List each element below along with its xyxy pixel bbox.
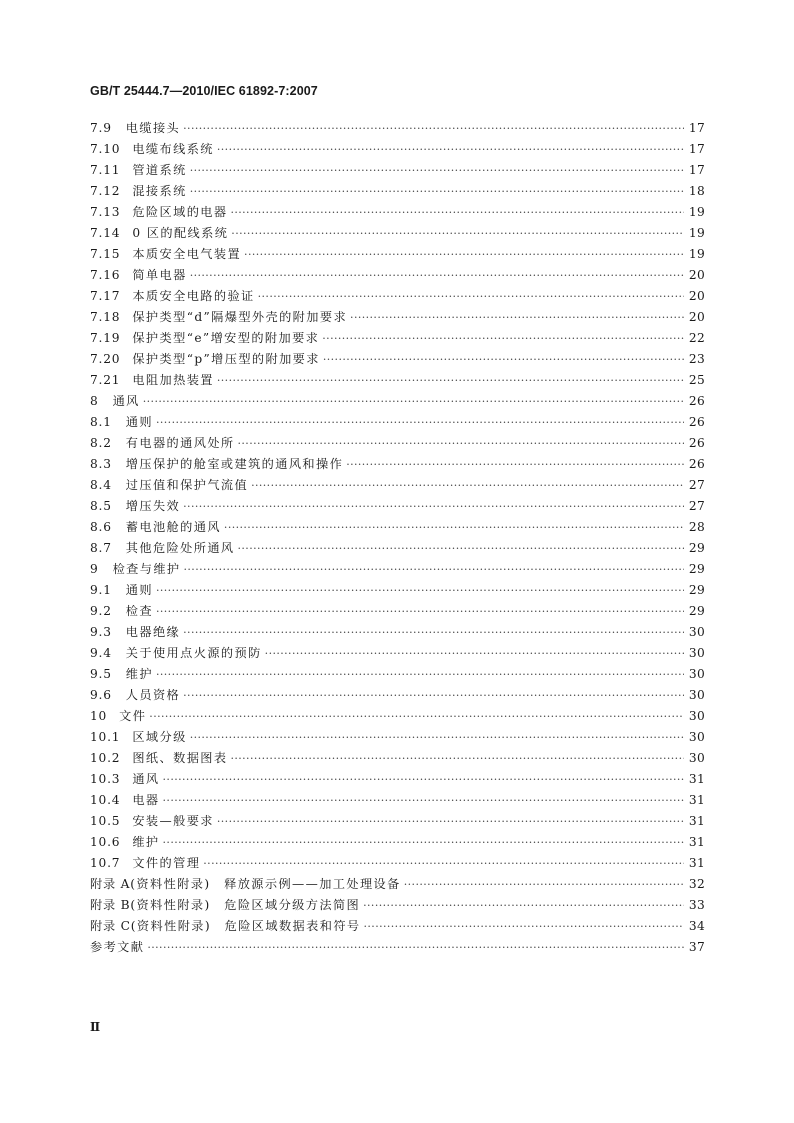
- toc-dot-leader: [183, 685, 684, 706]
- toc-entry-number: 9.3: [90, 625, 112, 639]
- toc-entry-number: 7.19: [90, 331, 121, 345]
- toc-entry-number: 7.21: [90, 373, 121, 387]
- toc-dot-leader: [183, 622, 684, 643]
- toc-entry-title: 蓄电池舱的通风: [125, 520, 221, 534]
- toc-dot-leader: [156, 664, 684, 685]
- toc-entry-page: 23: [688, 352, 705, 366]
- toc-entry-number: 10.3: [90, 772, 121, 786]
- toc-dot-leader: [265, 643, 684, 664]
- toc-entry-number: 8.1: [90, 415, 112, 429]
- toc-entry-title: 电器绝缘: [125, 625, 181, 639]
- toc-entry[interactable]: [90, 391, 705, 412]
- toc-entry-number: 7.9: [90, 121, 112, 135]
- toc-entry-title: 维护: [132, 835, 160, 849]
- toc-entry[interactable]: [90, 412, 705, 433]
- toc-entry[interactable]: [90, 601, 705, 622]
- toc-entry-number: 10.5: [90, 814, 121, 828]
- toc-entry[interactable]: [90, 286, 705, 307]
- toc-entry-number: 附录 C: [90, 919, 131, 933]
- toc-entry-title: 安装—般要求: [132, 814, 214, 828]
- toc-entry-title: 混接系统: [132, 184, 187, 198]
- toc-entry-title: 有电器的通风处所: [125, 436, 235, 450]
- toc-entry-title: (资料性附录) 危险区域分级方法简图: [130, 898, 361, 912]
- toc-entry-number: 10: [90, 709, 108, 723]
- toc-entry-title: 保护类型“p”增压型的附加要求: [132, 352, 320, 366]
- toc-entry[interactable]: [90, 895, 705, 916]
- toc-entry-title: 参考文献: [90, 940, 145, 954]
- toc-entry-title: 其他危险处所通风: [125, 541, 235, 555]
- toc-entry-page: 26: [688, 394, 705, 408]
- toc-entry-page: 29: [688, 541, 705, 555]
- toc-entry[interactable]: [90, 916, 705, 937]
- toc-entry[interactable]: [90, 265, 705, 286]
- toc-entry-title: 文件的管理: [132, 856, 201, 870]
- toc-entry-title: 电缆接头: [125, 121, 181, 135]
- toc-entry-page: 26: [688, 415, 705, 429]
- toc-entry-number: 9: [90, 562, 99, 576]
- toc-entry-title: 电阻加热装置: [132, 373, 214, 387]
- toc-entry[interactable]: [90, 790, 705, 811]
- toc-entry-page: 32: [688, 877, 705, 891]
- toc-entry-number: 9.6: [90, 688, 112, 702]
- toc-entry-number: 7.11: [90, 163, 121, 177]
- toc-entry[interactable]: [90, 832, 705, 853]
- toc-entry[interactable]: [90, 496, 705, 517]
- toc-dot-leader: [217, 139, 684, 160]
- toc-dot-leader: [230, 202, 684, 223]
- toc-entry-page: 31: [688, 835, 705, 849]
- toc-entry-title: 检查: [125, 604, 153, 618]
- toc-entry-title: 增压保护的舱室或建筑的通风和操作: [125, 457, 344, 471]
- toc-entry-page: 28: [688, 520, 705, 534]
- toc-entry-page: 30: [688, 751, 705, 765]
- toc-dot-leader: [364, 916, 685, 937]
- toc-entry-title: 增压失效: [125, 499, 181, 513]
- toc-entry-page: 30: [688, 625, 705, 639]
- toc-entry-page: 33: [688, 898, 705, 912]
- toc-entry[interactable]: [90, 622, 705, 643]
- toc-dot-leader: [147, 937, 684, 958]
- toc-dot-leader: [363, 895, 684, 916]
- toc-entry-title: 本质安全电气装置: [132, 247, 242, 261]
- toc-entry[interactable]: [90, 559, 705, 580]
- toc-entry[interactable]: [90, 202, 705, 223]
- toc-entry[interactable]: [90, 328, 705, 349]
- toc-dot-leader: [149, 706, 684, 727]
- toc-entry[interactable]: [90, 118, 705, 139]
- toc-dot-leader: [258, 286, 684, 307]
- toc-dot-leader: [143, 391, 684, 412]
- toc-entry-number: 8.6: [90, 520, 112, 534]
- toc-entry-number: 10.6: [90, 835, 121, 849]
- toc-entry-title: 保护类型“d”隔爆型外壳的附加要求: [132, 310, 348, 324]
- toc-entry-title: 通风: [112, 394, 140, 408]
- toc-entry-title: 电器: [132, 793, 160, 807]
- toc-entry-page: 31: [688, 793, 705, 807]
- toc-entry-page: 19: [688, 226, 705, 240]
- page-number: Ⅱ: [90, 1020, 101, 1034]
- table-of-contents: [90, 118, 705, 958]
- toc-entry[interactable]: [90, 769, 705, 790]
- toc-entry[interactable]: [90, 874, 705, 895]
- toc-entry[interactable]: [90, 223, 705, 244]
- toc-entry[interactable]: [90, 454, 705, 475]
- toc-entry-page: 37: [688, 940, 705, 954]
- toc-dot-leader: [231, 223, 684, 244]
- toc-entry-number: 8.7: [90, 541, 112, 555]
- toc-dot-leader: [404, 874, 684, 895]
- toc-entry-page: 30: [688, 709, 705, 723]
- toc-entry-page: 19: [688, 205, 705, 219]
- toc-entry-page: 30: [688, 730, 705, 744]
- toc-dot-leader: [163, 769, 684, 790]
- toc-entry[interactable]: [90, 727, 705, 748]
- toc-dot-leader: [230, 748, 684, 769]
- toc-dot-leader: [190, 727, 684, 748]
- toc-dot-leader: [163, 790, 684, 811]
- toc-dot-leader: [184, 559, 685, 580]
- document-header: GB/T 25444.7—2010/IEC 61892-7:2007: [90, 84, 318, 98]
- toc-dot-leader: [190, 265, 684, 286]
- toc-dot-leader: [217, 811, 684, 832]
- toc-entry-number: 10.1: [90, 730, 121, 744]
- toc-entry-number: 8: [90, 394, 99, 408]
- toc-dot-leader: [323, 349, 684, 370]
- toc-entry-page: 22: [688, 331, 705, 345]
- toc-entry-number: 9.4: [90, 646, 112, 660]
- toc-entry-number: 7.17: [90, 289, 121, 303]
- toc-dot-leader: [183, 118, 684, 139]
- toc-entry-page: 26: [688, 457, 705, 471]
- toc-dot-leader: [190, 160, 684, 181]
- toc-entry-number: 7.15: [90, 247, 121, 261]
- toc-entry-number: 7.16: [90, 268, 121, 282]
- toc-entry[interactable]: [90, 538, 705, 559]
- toc-entry-title: 过压值和保护气流值: [125, 478, 249, 492]
- toc-entry-number: 8.4: [90, 478, 112, 492]
- toc-entry[interactable]: [90, 685, 705, 706]
- toc-dot-leader: [156, 412, 684, 433]
- toc-entry-number: 附录 A: [90, 877, 131, 891]
- toc-entry-title: 通则: [125, 415, 153, 429]
- toc-entry-title: 检查与维护: [112, 562, 181, 576]
- toc-dot-leader: [224, 517, 684, 538]
- toc-entry-page: 29: [688, 562, 705, 576]
- toc-dot-leader: [322, 328, 684, 349]
- toc-dot-leader: [156, 601, 684, 622]
- toc-entry-title: 0 区的配线系统: [132, 226, 229, 240]
- toc-entry[interactable]: [90, 307, 705, 328]
- toc-entry-title: (资料性附录) 危险区域数据表和符号: [130, 919, 361, 933]
- toc-dot-leader: [156, 580, 684, 601]
- toc-entry-page: 29: [688, 583, 705, 597]
- toc-dot-leader: [163, 832, 684, 853]
- toc-entry-title: 电缆布线系统: [132, 142, 214, 156]
- toc-entry-page: 17: [688, 121, 705, 135]
- toc-entry-title: (资料性附录) 释放源示例——加工处理设备: [130, 877, 401, 891]
- toc-entry-page: 30: [688, 688, 705, 702]
- toc-entry-page: 30: [688, 667, 705, 681]
- toc-entry-title: 维护: [125, 667, 153, 681]
- toc-entry-page: 31: [688, 772, 705, 786]
- toc-entry[interactable]: [90, 706, 705, 727]
- toc-entry[interactable]: [90, 748, 705, 769]
- toc-entry-page: 18: [688, 184, 705, 198]
- toc-entry-page: 31: [688, 856, 705, 870]
- toc-entry-page: 29: [688, 604, 705, 618]
- toc-entry-page: 19: [688, 247, 705, 261]
- toc-dot-leader: [346, 454, 684, 475]
- toc-dot-leader: [251, 475, 684, 496]
- toc-entry-title: 通则: [125, 583, 153, 597]
- toc-entry-number: 7.12: [90, 184, 121, 198]
- toc-entry-number: 附录 B: [90, 898, 131, 912]
- toc-entry-number: 7.18: [90, 310, 121, 324]
- toc-entry-page: 17: [688, 163, 705, 177]
- toc-entry[interactable]: [90, 181, 705, 202]
- toc-entry-number: 8.5: [90, 499, 112, 513]
- toc-entry-title: 图纸、数据图表: [132, 751, 228, 765]
- toc-entry-title: 关于使用点火源的预防: [125, 646, 262, 660]
- toc-dot-leader: [238, 538, 685, 559]
- toc-entry-title: 本质安全电路的验证: [132, 289, 255, 303]
- toc-entry[interactable]: [90, 160, 705, 181]
- toc-entry-number: 8.3: [90, 457, 112, 471]
- toc-entry[interactable]: [90, 853, 705, 874]
- toc-entry-number: 9.5: [90, 667, 112, 681]
- toc-entry[interactable]: [90, 244, 705, 265]
- toc-entry-page: 34: [688, 919, 705, 933]
- toc-entry-title: 人员资格: [125, 688, 181, 702]
- toc-entry[interactable]: [90, 139, 705, 160]
- toc-entry-title: 危险区域的电器: [132, 205, 228, 219]
- toc-dot-leader: [238, 433, 685, 454]
- toc-dot-leader: [190, 181, 684, 202]
- toc-entry[interactable]: [90, 643, 705, 664]
- toc-entry[interactable]: [90, 475, 705, 496]
- toc-entry-page: 27: [688, 499, 705, 513]
- toc-entry-title: 管道系统: [132, 163, 187, 177]
- toc-entry[interactable]: [90, 811, 705, 832]
- toc-entry[interactable]: [90, 937, 705, 958]
- toc-entry-number: 7.13: [90, 205, 121, 219]
- toc-entry-page: 20: [688, 268, 705, 282]
- toc-entry-page: 27: [688, 478, 705, 492]
- toc-entry-page: 30: [688, 646, 705, 660]
- toc-dot-leader: [183, 496, 684, 517]
- toc-entry-number: 10.7: [90, 856, 121, 870]
- toc-dot-leader: [203, 853, 684, 874]
- toc-entry-number: 9.2: [90, 604, 112, 618]
- toc-entry-title: 保护类型“e”增安型的附加要求: [132, 331, 320, 345]
- toc-entry-number: 9.1: [90, 583, 112, 597]
- toc-entry-page: 26: [688, 436, 705, 450]
- toc-entry-number: 7.20: [90, 352, 121, 366]
- toc-entry-number: 7.14: [90, 226, 121, 240]
- toc-entry-number: 10.4: [90, 793, 121, 807]
- toc-entry-page: 25: [688, 373, 705, 387]
- toc-dot-leader: [244, 244, 684, 265]
- toc-dot-leader: [350, 307, 684, 328]
- toc-entry[interactable]: [90, 349, 705, 370]
- toc-entry-title: 简单电器: [132, 268, 187, 282]
- toc-entry-title: 文件: [119, 709, 147, 723]
- toc-entry-number: 8.2: [90, 436, 112, 450]
- toc-entry-page: 31: [688, 814, 705, 828]
- toc-entry[interactable]: [90, 517, 705, 538]
- toc-entry[interactable]: [90, 664, 705, 685]
- toc-entry-number: 10.2: [90, 751, 121, 765]
- toc-dot-leader: [217, 370, 684, 391]
- toc-entry-title: 通风: [132, 772, 160, 786]
- toc-entry-title: 区域分级: [132, 730, 187, 744]
- toc-entry[interactable]: [90, 370, 705, 391]
- toc-entry[interactable]: [90, 580, 705, 601]
- toc-entry-number: 7.10: [90, 142, 121, 156]
- toc-entry-page: 20: [688, 310, 705, 324]
- toc-entry-page: 17: [688, 142, 705, 156]
- toc-entry[interactable]: [90, 433, 705, 454]
- toc-entry-page: 20: [688, 289, 705, 303]
